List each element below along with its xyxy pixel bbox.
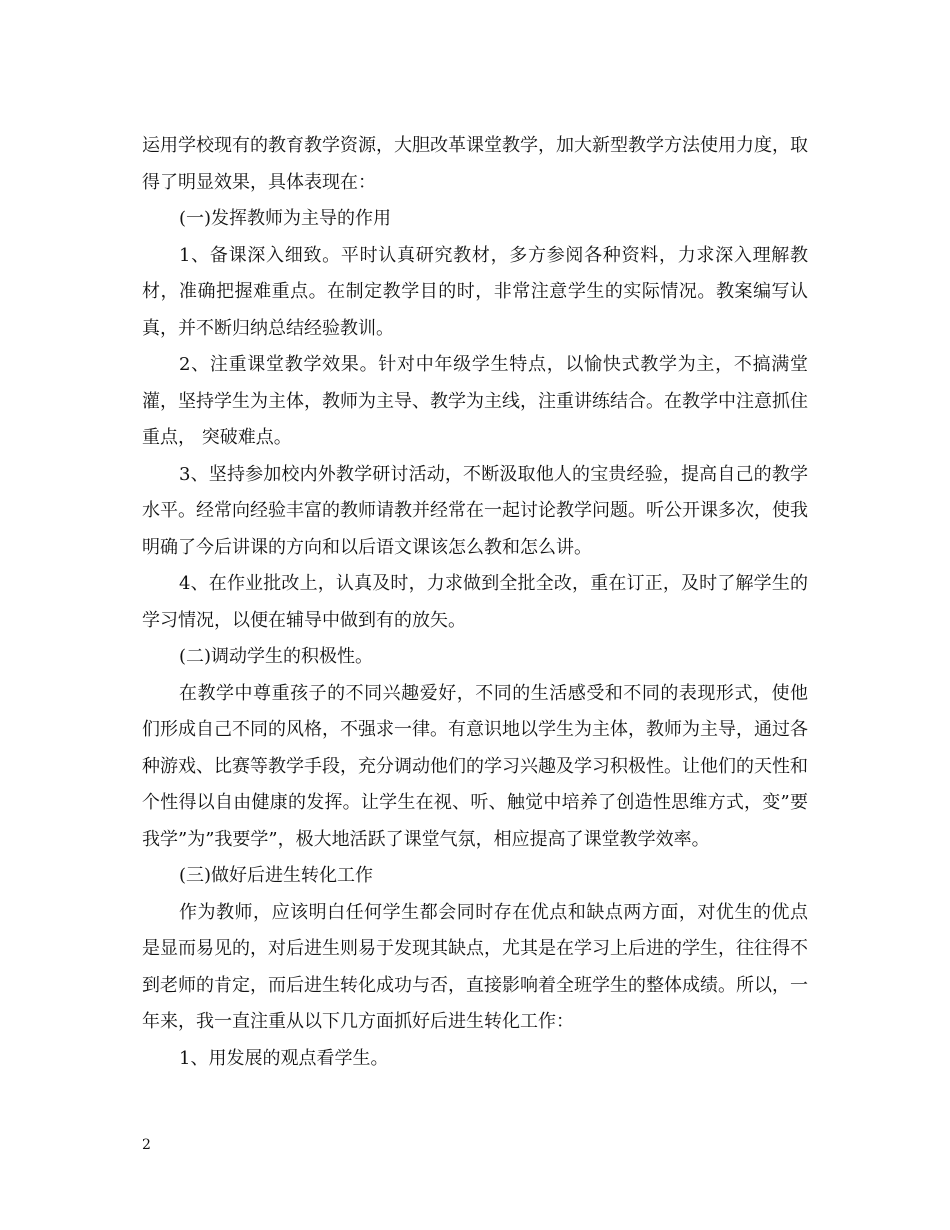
- paragraph: 作为教师，应该明白任何学生都会同时存在优点和缺点两方面，对优生的优点是显而易见的，对后进生则易于发现其缺点，尤其是在学习上后进的学生，往往得不到老师的肯定，而后进生转化成功与否，直接影响着全班学生的整体成绩。所以，一年来，我一直注重从以下几方面抓好后进生转化工作：: [142, 901, 808, 1032]
- page-number: 2: [142, 1137, 151, 1153]
- paragraph: 3、坚持参加校内外教学研讨活动，不断汲取他人的宝贵经验，提高自己的教学水平。经常向经验丰富的教师请教并经常在一起讨论教学问题。听公开课多次，使我明确了今后讲课的方向和以后语文课该怎么教和怎么讲。: [142, 463, 808, 558]
- paragraph: 1、备课深入细致。平时认真研究教材，多方参阅各种资料，力求深入理解教材，准确把握难重点。在制定教学目的时，非常注意学生的实际情况。教案编写认真，并不断归纳总结经验教训。: [142, 244, 808, 339]
- paragraph: 4、在作业批改上，认真及时，力求做到全批全改，重在订正，及时了解学生的学习情况，以便在辅导中做到有的放矢。: [142, 573, 808, 631]
- section-heading: (一)发挥教师为主导的作用: [179, 208, 392, 229]
- paragraph: 1、用发展的观点看学生。: [179, 1047, 389, 1069]
- section-heading: (三)做好后进生转化工作: [179, 865, 374, 886]
- section-heading: (二)调动学生的积极性。: [179, 646, 374, 667]
- paragraph: 2、注重课堂教学效果。针对中年级学生特点，以愉快式教学为主，不搞满堂灌，坚持学生为主体，教师为主导、教学为主线，注重讲练结合。在教学中注意抓住重点， 突破难点。: [142, 354, 808, 448]
- body-text: [142, 128, 808, 1077]
- paragraph: 运用学校现有的教育教学资源，大胆改革课堂教学，加大新型教学方法使用力度，取得了明显效果，具体表现在：: [142, 135, 808, 193]
- paragraph: 在教学中尊重孩子的不同兴趣爱好，不同的生活感受和不同的表现形式，使他们形成自己不同的风格，不强求一律。有意识地以学生为主体，教师为主导，通过各种游戏、比赛等教学手段，充分调动他们的学习兴趣及学习积极性。让他们的天性和个性得以自由健康的发挥。让学生在视、听、触觉中培养了创造性思维方式，变”要我学”为”我要学”，极大地活跃了课堂气氛，相应提高了课堂教学效率。: [142, 682, 808, 850]
